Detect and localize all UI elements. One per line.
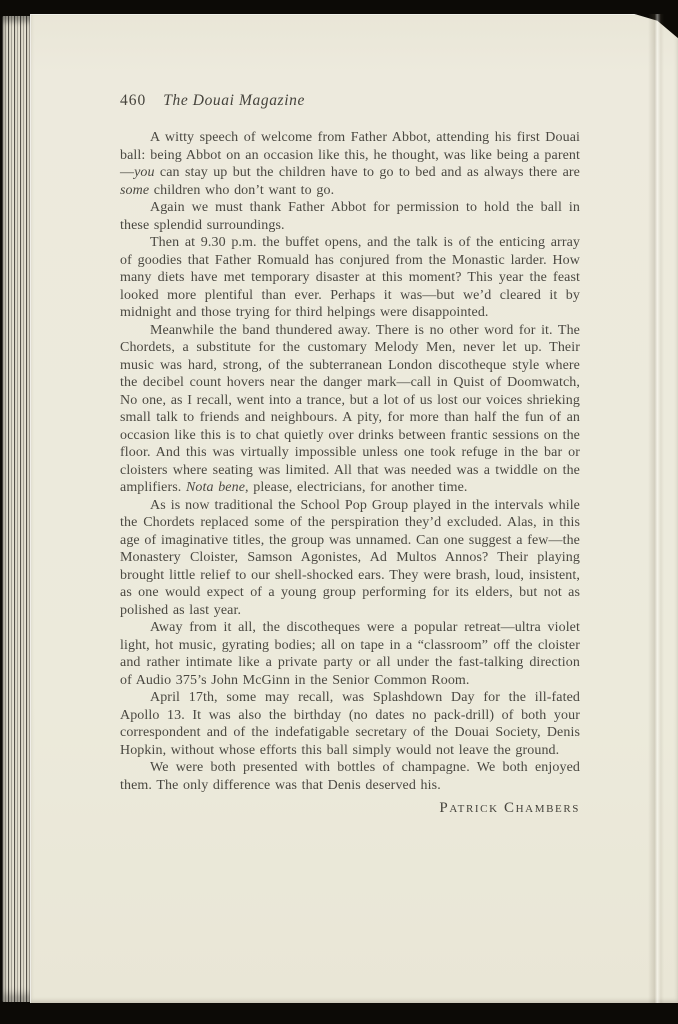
- author-signature: Patrick Chambers: [439, 800, 580, 816]
- text-run: As is now traditional the School Pop Group played in the intervals while the Chordets replaced some of the perspiration they’d excluded. Alas, in this age of imaginative titles, the group was unnamed. Can one suggest a few—the Monastery Cloister, Samson Agonistes, Ad Multos Annos? Their playing brought little relief to our shell-shocked ears. They were brash, loud, insistent, as one would expect of a young group performing for its elders, but not as polished as last year.: [120, 497, 580, 618]
- paragraph: [120, 199, 580, 234]
- italic-text: Nota bene: [185, 480, 246, 495]
- text-run: Away from it all, the discotheques were a popular retreat—ultra violet light, hot music, gyrating bodies; all on tape in a “classroom” off the cloister and rather intimate like a private party or all under the fast-talking direction of Audio 375’s John McGinn in the Senior Common Room.: [120, 620, 580, 688]
- text-run: children who don’t want to go.: [149, 182, 335, 198]
- text-run: A witty speech of welcome from Father Abbot, attending his first Douai ball: being Abbot on an occasion like this, he thought, was like being a parent—: [120, 130, 580, 180]
- text-run: Meanwhile the band thundered away. There is no other word for it. The Chordets, a substitute for the customary Melody Men, never let up. Their music was hard, strong, of the subterranean London discotheque style where the decibel count hovers near the danger mark—call in Quist of Doomwatch, No one, as I recall, went into a trance, but a lot of us lost our voices shrieking small talk to friends and neighbours. A pity, for more than half the fun of an occasion like this is to chat quietly over drinks between frantic sessions on the floor. And this was virtually impossible unless one took refuge in the bar or cloisters where seating was limited. All that was needed was a twiddle on the amplifiers.: [120, 322, 580, 495]
- page-number: 460: [120, 92, 147, 109]
- text-run: can stay up but the children have to go to bed and as always there are: [154, 165, 580, 180]
- text-run: Again we must thank Father Abbot for permission to hold the ball in these splendid surroundings.: [120, 200, 580, 233]
- paragraph: [120, 759, 580, 794]
- page-corner-shadow: [631, 13, 678, 39]
- italic-text: you: [134, 165, 155, 180]
- article-body: [120, 129, 580, 794]
- paragraph: [120, 129, 580, 199]
- running-header: [120, 92, 580, 110]
- magazine-title: The Douai Magazine: [163, 92, 305, 109]
- text-run: , please, electricians, for another time.: [245, 480, 468, 495]
- paragraph: [120, 322, 580, 497]
- text-run: Then at 9.30 p.m. the buffet opens, and the talk is of the enticing array of goodies that Father Romuald has conjured from the Monastic larder. How many diets have met temporary disaster at this moment? This year the feast looked more plentiful than ever. Perhaps it was—but we’d cleared it by midnight and those trying for third helpings were disappointed.: [120, 235, 580, 320]
- paragraph: [120, 234, 580, 322]
- paragraph: [120, 689, 580, 759]
- magazine-page: [30, 14, 678, 1003]
- text-run: April 17th, some may recall, was Splashdown Day for the ill-fated Apollo 13. It was also the birthday (no dates no pack-drill) of both your correspondent and of the indefatigable secretary of the Douai Society, Denis Hopkin, without whose efforts this ball simply would not leave the ground.: [120, 690, 580, 758]
- text-run: We were both presented with bottles of champagne. We both enjoyed them. The only difference was that Denis deserved his.: [120, 760, 580, 793]
- italic-text: some: [120, 182, 150, 198]
- page-fore-edge-crease: [648, 14, 664, 1003]
- paragraph: [120, 497, 580, 620]
- page-content: [120, 92, 580, 817]
- paragraph: [120, 619, 580, 689]
